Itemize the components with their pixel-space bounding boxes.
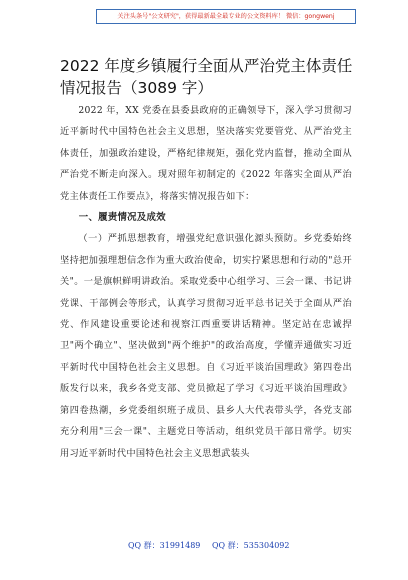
intro-paragraph: 2022 年，XX 党委在县委县政府的正确领导下，深入学习贯彻习近平新时代中国特色社会主义思想，坚决落实党要管党、从严治党主体责任，加强政治建设，严格纪律规矩，强化党内监督，推动全面从严治党不断走向深入。现对照年初制定的《2022 年落实全面从严治党主体责任工作要点》，将落实情况报告如下： [60,105,352,202]
body-paragraph: （一）严抓思想教育，增强党纪意识强化源头预防。乡党委始终坚持把加强理想信念作为重大政治使命，切实拧紧思想和行动的"总开关"。一是旗帜鲜明讲政治。采取党委中心组学习、三会一课、书记讲党课、干部例会等形式，认真学习贯彻习近平总书记关于全面从严治党、作风建设重要论述和视察江西重要讲话精神。坚定站在忠诚捍卫"两个确立"、坚决做到"两个维护"的政治高度，学懂弄通做实习近平新时代中国特色社会主义思想。自《习近平谈治国理政》第四卷出版发行以来，我乡各党支部、党员掀起了学习《习近平谈治国理政》第四卷热潮，乡党委组织班子成员、县乡人大代表带头学，各党支部充分利用"三会一课"、主题党日等活动，组织党员干部日常学。切实用习近平新时代中国特色社会主义思想武装头 [60,233,352,459]
document-title: 2022 年度乡镇履行全面从严治党主体责任情况报告（3089 字） [60,57,353,97]
section-heading: 一、履责情况及成效 [78,212,166,224]
qq-group-1: QQ 群：31991489 [128,541,201,550]
footer [0,540,408,554]
document-body [60,100,352,464]
qq-group-2: QQ 群：535304092 [212,541,290,550]
header-banner: 关注头条号"公文研究"，获得最新最全最专业的公文资料库！ 微信：gongwenj [96,9,356,24]
